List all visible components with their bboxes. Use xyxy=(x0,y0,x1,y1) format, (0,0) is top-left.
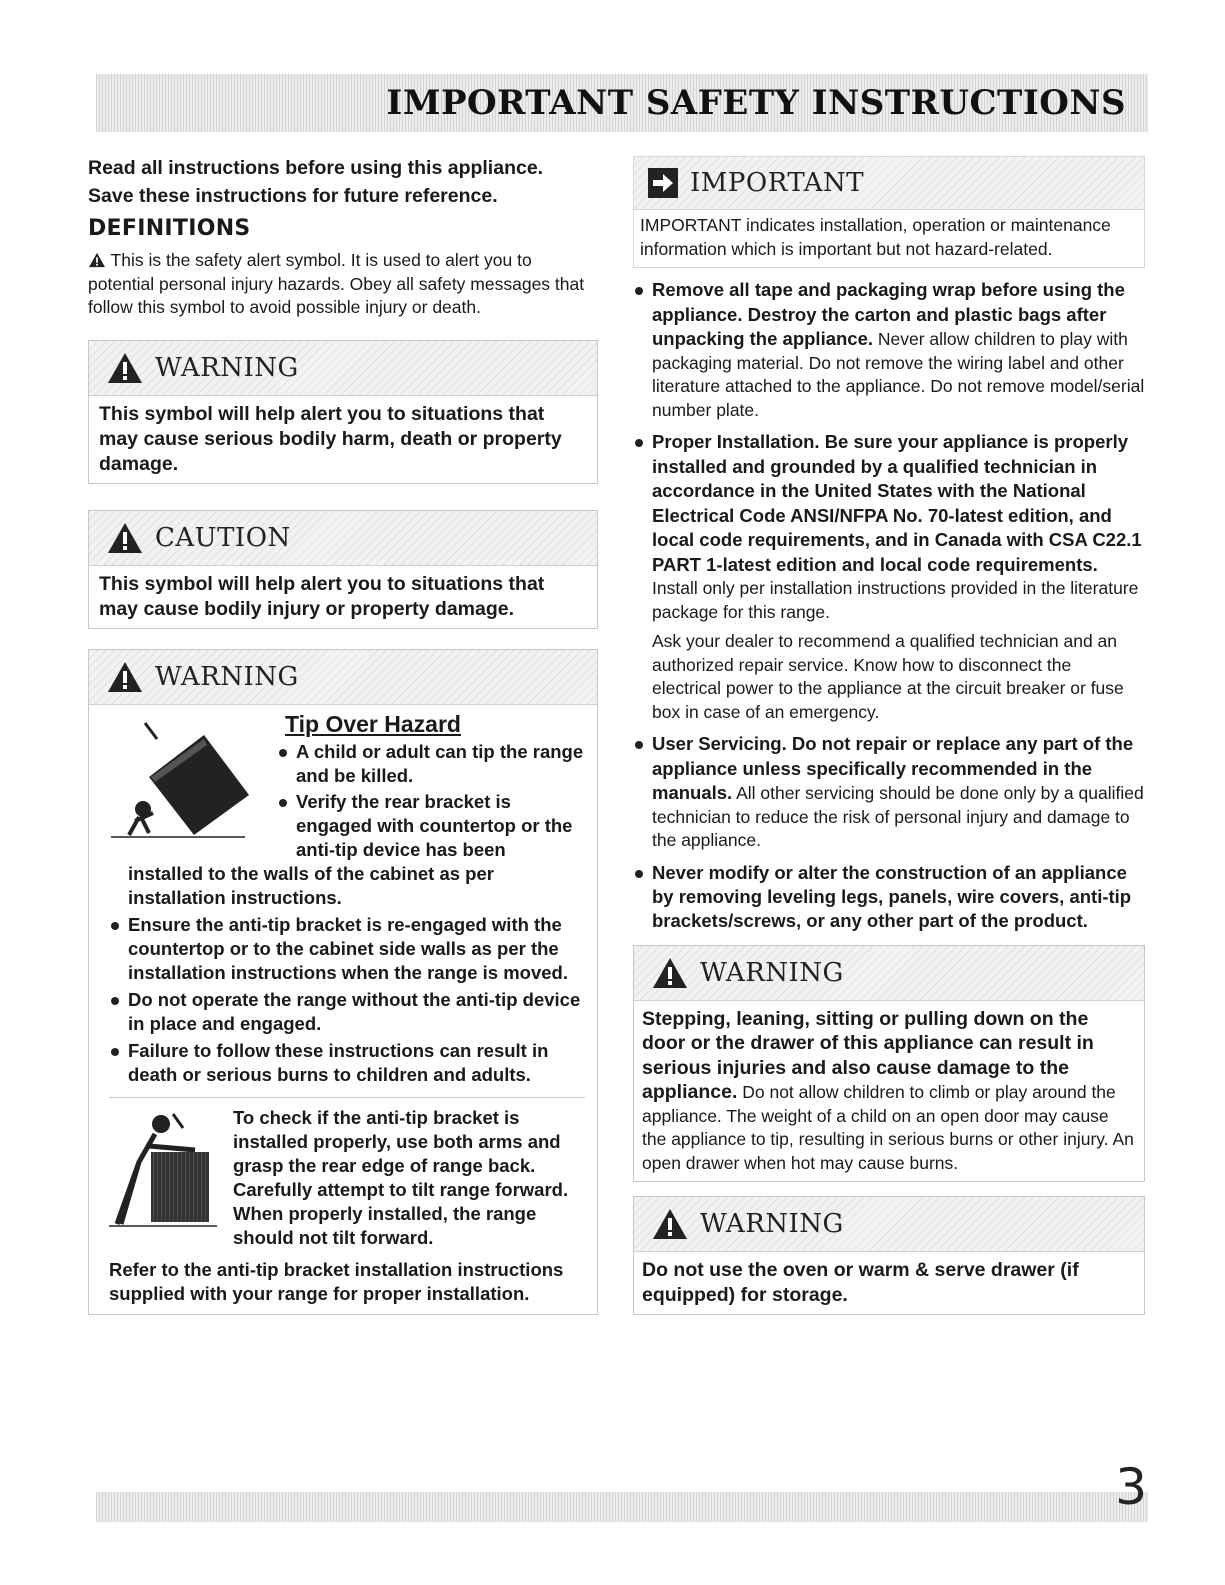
warning-definition-box xyxy=(88,340,598,484)
stepping-warning-label: WARNING xyxy=(700,957,844,988)
warning-triangle-icon xyxy=(107,522,143,554)
tip-bullet-3: Ensure the anti-tip bracket is re-engaged with the countertop or to the cabinet side walls as per the installation instructions when the range is moved. xyxy=(109,913,585,985)
important-header xyxy=(634,157,1144,210)
item-user-servicing: User Servicing. Do not repair or replace any part of the appliance unless specifically recommended in the manuals. All other servicing should be done only by a qualified technician to reduce the risk of personal injury and damage to the appliance. xyxy=(633,732,1145,853)
check-bracket-text: To check if the anti-tip bracket is installed properly, use both arms and grasp the rear edge of range back. Carefully attempt to tilt range forward. When properly installed, the range should not tilt forward. xyxy=(233,1106,569,1248)
tip-bullet-2-cont: installed to the walls of the cabinet as per installation instructions. xyxy=(128,862,494,908)
item-dealer-text: Ask your dealer to recommend a qualified technician and an authorized repair service. Know how to disconnect the electrical power to the appliance at the circuit breaker or fuse box in case of an emergency. xyxy=(652,631,1124,722)
tip-over-title: Tip Over Hazard xyxy=(285,710,461,737)
page-title: IMPORTANT SAFETY INSTRUCTIONS xyxy=(386,83,1126,123)
intro-read: Read all instructions before using this appliance. xyxy=(88,157,544,179)
item-never-modify: Never modify or alter the construction of an appliance by removing leveling legs, panels, wire covers, anti-tip brackets/screws, or any other part of the product. xyxy=(633,861,1145,933)
warning-label: WARNING xyxy=(155,352,299,383)
page-number: 3 xyxy=(1115,1458,1147,1516)
tip-warning-label: WARNING xyxy=(155,661,299,692)
warning-header xyxy=(89,341,597,396)
tipping-range-illustration xyxy=(109,717,259,847)
arrow-right-icon xyxy=(648,168,678,198)
caution-definition-text: This symbol will help alert you to situations that may cause bodily injury or property damage. xyxy=(99,572,545,620)
check-bracket-illustration xyxy=(109,1106,219,1236)
stepping-warning-header xyxy=(634,946,1144,1001)
item-proper-installation: Proper Installation. Be sure your appliance is properly installed and grounded by a qualified technician in accordance in the United States with the National Electrical Code ANSI/NFPA No. 70-latest edition, and local code requirements, and in Canada with CSA C22.1 PART 1-latest edition and local code requirements. Install only per installation instructions provided in the literature package for this range. xyxy=(633,430,1145,624)
warning-triangle-icon xyxy=(107,661,143,693)
warning-triangle-icon xyxy=(652,957,688,989)
storage-warning-header xyxy=(634,1197,1144,1252)
tip-over-warning-box xyxy=(88,649,598,1315)
warning-triangle-icon xyxy=(107,352,143,384)
right-column xyxy=(633,156,1145,1315)
stepping-warning-text: Stepping, leaning, sitting or pulling down on the door or the drawer of this appliance can result in serious injuries and also cause damage to the appliance. Do not allow children to climb or play around the appliance. The weight of a child on an open door may cause the appliance to tip, resulting in serious burns or other injury. An open drawer when hot may cause burns. xyxy=(642,1007,1134,1173)
title-banner xyxy=(96,74,1148,132)
tip-bullet-4: Do not operate the range without the anti-tip device in place and engaged. xyxy=(109,988,585,1036)
caution-definition-box xyxy=(88,510,598,629)
definitions-heading: DEFINITIONS xyxy=(88,216,251,241)
storage-warning-label: WARNING xyxy=(700,1209,844,1239)
tip-bullet-2: Verify the rear bracket is engaged with countertop or the anti-tip device has been xyxy=(277,790,585,862)
warning-triangle-icon xyxy=(652,1208,688,1240)
safety-alert-icon xyxy=(88,252,106,268)
important-label: IMPORTANT xyxy=(690,168,865,198)
caution-label: CAUTION xyxy=(155,522,291,553)
refer-installation-text: Refer to the anti-tip bracket installation instructions supplied with your range for proper installation. xyxy=(109,1258,564,1304)
item-remove-packaging: Remove all tape and packaging wrap before using the appliance. Destroy the carton and plastic bags after unpacking the appliance. Never allow children to play with packaging material. Do not remove the wiring label and other literature attached to the appliance. Do not remove model/serial number plate. xyxy=(633,278,1145,422)
warning-definition-text: This symbol will help alert you to situations that may cause serious bodily harm, death or property damage. xyxy=(99,402,562,475)
definitions-text: This is the safety alert symbol. It is used to alert you to potential personal injury hazards. Obey all safety messages that follow this symbol to avoid possible injury or death. xyxy=(88,250,585,317)
intro-save: Save these instructions for future reference. xyxy=(88,185,498,207)
caution-header xyxy=(89,511,597,566)
tip-warning-header xyxy=(89,650,597,705)
stepping-warning-box xyxy=(633,945,1145,1183)
storage-warning-text: Do not use the oven or warm & serve drawer (if equipped) for storage. xyxy=(642,1259,1079,1306)
tip-bullet-1: A child or adult can tip the range and be killed. xyxy=(277,740,585,788)
footer-bar xyxy=(96,1492,1148,1522)
storage-warning-box xyxy=(633,1196,1145,1315)
tip-bullet-5: Failure to follow these instructions can result in death or serious burns to children and adults. xyxy=(109,1039,585,1087)
left-column xyxy=(88,154,598,1315)
important-definition-box xyxy=(633,156,1145,268)
important-definition-text: IMPORTANT indicates installation, operation or maintenance information which is important but not hazard-related. xyxy=(640,215,1111,259)
